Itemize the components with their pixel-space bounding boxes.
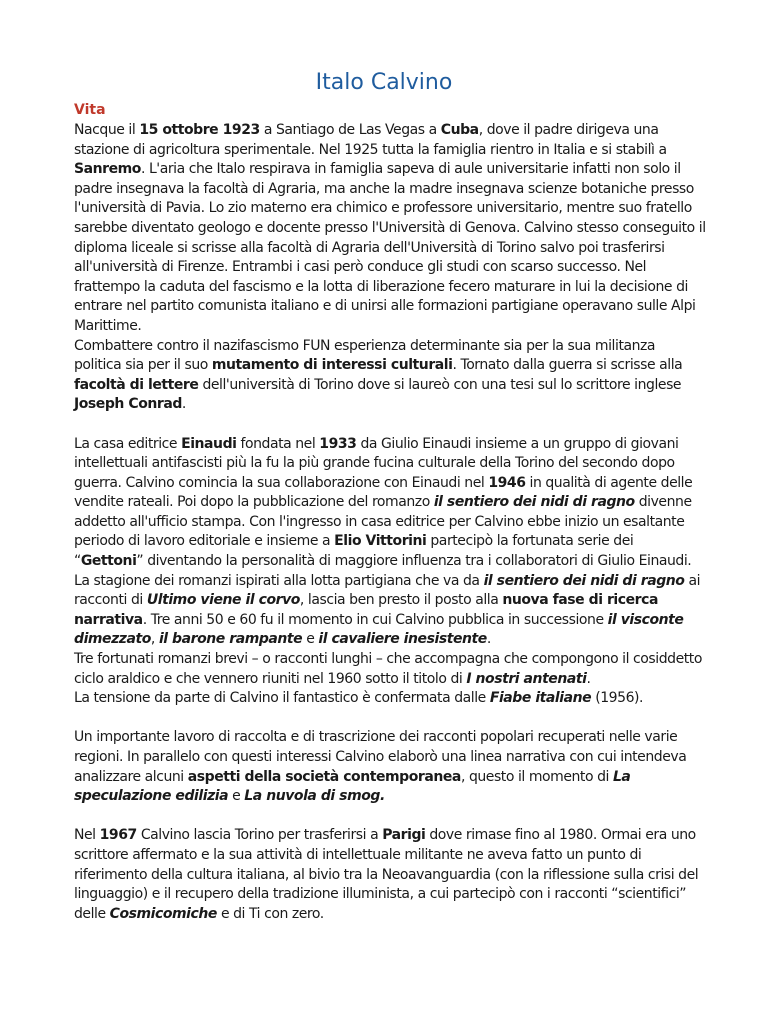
bold-text: Joseph Conrad <box>74 396 182 413</box>
text-run: La tensione da parte di Calvino il fantastico è confermata dalle <box>74 690 490 707</box>
bold-text: 1933 <box>319 435 357 452</box>
bold-text: 1967 <box>99 827 137 844</box>
bold-text: mutamento di interessi culturali <box>211 357 453 374</box>
text-run: . <box>181 396 186 413</box>
text-run: Un importante lavoro di raccolta e di trascrizione dei racconti popolari recuperati nelle varie regioni. In parallelo con questi interessi Calvino elaborò una linea narrativa con cui intendeva analizzare alcuni <box>74 729 687 785</box>
text-run: e di Ti con zero. <box>216 905 324 922</box>
text-run: Tre fortunati romanzi brevi – o racconti lunghi – che accompagna che compongono il cosiddetto ciclo araldico e che vennero riuniti nel 1960 sotto il titolo di <box>74 651 702 687</box>
paragraph <box>74 121 706 337</box>
text-run: Combattere contro il nazifascismo FUN esperienza determinante sia per la sua militanza politica sia per il suo <box>74 337 656 374</box>
bold-italic-text: I nostri antenati <box>466 670 587 687</box>
bold-text: 15 ottobre 1923 <box>139 122 260 138</box>
bold-text: Gettoni <box>80 553 137 570</box>
bold-italic-text: Ultimo viene il corvo <box>146 592 300 609</box>
text-run: fondata nel <box>236 435 320 452</box>
text-run: La casa editrice <box>74 435 182 452</box>
bold-text: Elio Vittorini <box>334 533 427 550</box>
text-run: in qualità di agente delle vendite rateali. Poi dopo la pubblicazione del romanzo <box>74 474 693 511</box>
paragraph <box>74 435 706 572</box>
paragraph <box>74 728 706 806</box>
text-run: . <box>486 631 491 648</box>
text-run: divenne addetto all'ufficio stampa. Con l'ingresso in casa editrice per Calvino ebbe inizio un esaltante periodo di lavoro editoriale e insieme a <box>74 494 692 550</box>
text-run: . Tornato dalla guerra si scrisse alla <box>452 357 683 374</box>
text-run: , questo il momento di <box>460 768 613 785</box>
paragraph <box>74 337 706 415</box>
bold-italic-text: Fiabe italiane <box>489 690 592 707</box>
bold-italic-text: il visconte dimezzato <box>74 611 684 648</box>
text-run: partecipò la fortunata serie dei “ <box>74 533 634 570</box>
paragraph <box>74 689 706 709</box>
bold-text: nuova fase di ricerca narrativa <box>74 592 658 628</box>
text-run: . L'aria che Italo respirava in famiglia sapeva di aule universitarie infatti non solo il padre insegnava la facoltà di Agraria, ma anche la madre insegnava scienze botaniche presso l'università di Pavia. Lo zio materno era chimico e professore universitario, mentre suo fratello sarebbe diventato geologo e docente presso l'Università di Genova. Calvino stesso conseguito il diploma liceale si scrisse alla facoltà di Agraria dell'Università di Torino salvo poi trasferirsi all'università di Firenze. Entrambi i casi però conduce gli studi con scarso successo. Nel frattempo la caduta del fascismo e la lotta di liberazione fecero maturare in lui la decisione di entrare nel partito comunista italiano e di unirsi alle formazioni partigiane operavano sulle Alpi Marittime. <box>74 161 706 334</box>
bold-italic-text: il sentiero dei nidi di ragno <box>483 572 685 589</box>
bold-italic-text: il barone rampante <box>158 631 303 648</box>
paragraph <box>74 650 706 689</box>
bold-italic-text: il cavaliere inesistente <box>318 631 487 648</box>
bold-italic-text: La nuvola di smog. <box>244 788 385 805</box>
bold-text: Einaudi <box>181 435 237 452</box>
text-run: dove rimase fino al 1980. Ormai era uno scrittore affermato e la sua attività di intellettuale militante ne aveva fatto un punto di riferimento della cultura italiana, al bivio tra la Neoavanguardia (con la riflessione sulla crisi del linguaggio) e il recupero della tradizione illuminista, a cui partecipò con i racconti “scientifici” delle <box>74 827 699 922</box>
text-run: (1956). <box>591 690 644 707</box>
bold-text: Sanremo <box>74 161 141 178</box>
bold-text: Cuba <box>440 122 479 138</box>
bold-text: facoltà di lettere <box>74 376 199 393</box>
bold-italic-text: La speculazione edilizia <box>74 768 631 805</box>
text-run: dell'università di Torino dove si laureò con una tesi sul lo scrittore inglese <box>198 376 682 393</box>
text-run: e <box>302 631 319 648</box>
text-run: ai racconti di <box>74 572 701 609</box>
bold-text: aspetti della società contemporanea <box>187 768 461 785</box>
bold-italic-text: il sentiero dei nidi di ragno <box>433 494 635 511</box>
text-run: . Tre anni 50 e 60 fu il momento in cui Calvino pubblica in successione <box>142 611 608 628</box>
bold-text: 1946 <box>488 474 526 491</box>
paragraph <box>74 572 706 650</box>
text-run: Calvino lascia Torino per trasferirsi a <box>136 827 383 844</box>
text-run: a Santiago de Las Vegas a <box>259 122 441 138</box>
section-heading: Vita <box>74 102 106 118</box>
bold-text: Parigi <box>382 827 426 844</box>
text-run: ” diventando la personalità di maggiore influenza tra i collaboratori di Giulio Einaudi. <box>136 553 692 570</box>
text-run: Nel <box>74 827 100 844</box>
page-title: Italo Calvino <box>315 70 453 95</box>
text-run: La stagione dei romanzi ispirati alla lotta partigiana che va da <box>74 572 484 589</box>
body-text <box>74 121 706 924</box>
text-run: , lascia ben presto il posto alla <box>299 592 503 609</box>
text-run: da Giulio Einaudi insieme a un gruppo di giovani intellettuali antifascisti più la fu la più grande fucina culturale della Torino del secondo dopo guerra. Calvino comincia la sua collaborazione con Einaudi nel <box>74 435 679 491</box>
text-run: Nacque il <box>74 122 140 138</box>
text-run: , <box>150 631 159 648</box>
paragraph <box>74 826 706 924</box>
text-run: , dove il padre dirigeva una stazione di agricoltura sperimentale. Nel 1925 tutta la famiglia rientro in Italia e si stabilì a <box>74 122 667 158</box>
text-run: . <box>586 670 591 687</box>
bold-italic-text: Cosmicomiche <box>109 905 217 922</box>
text-run: e <box>228 788 245 805</box>
